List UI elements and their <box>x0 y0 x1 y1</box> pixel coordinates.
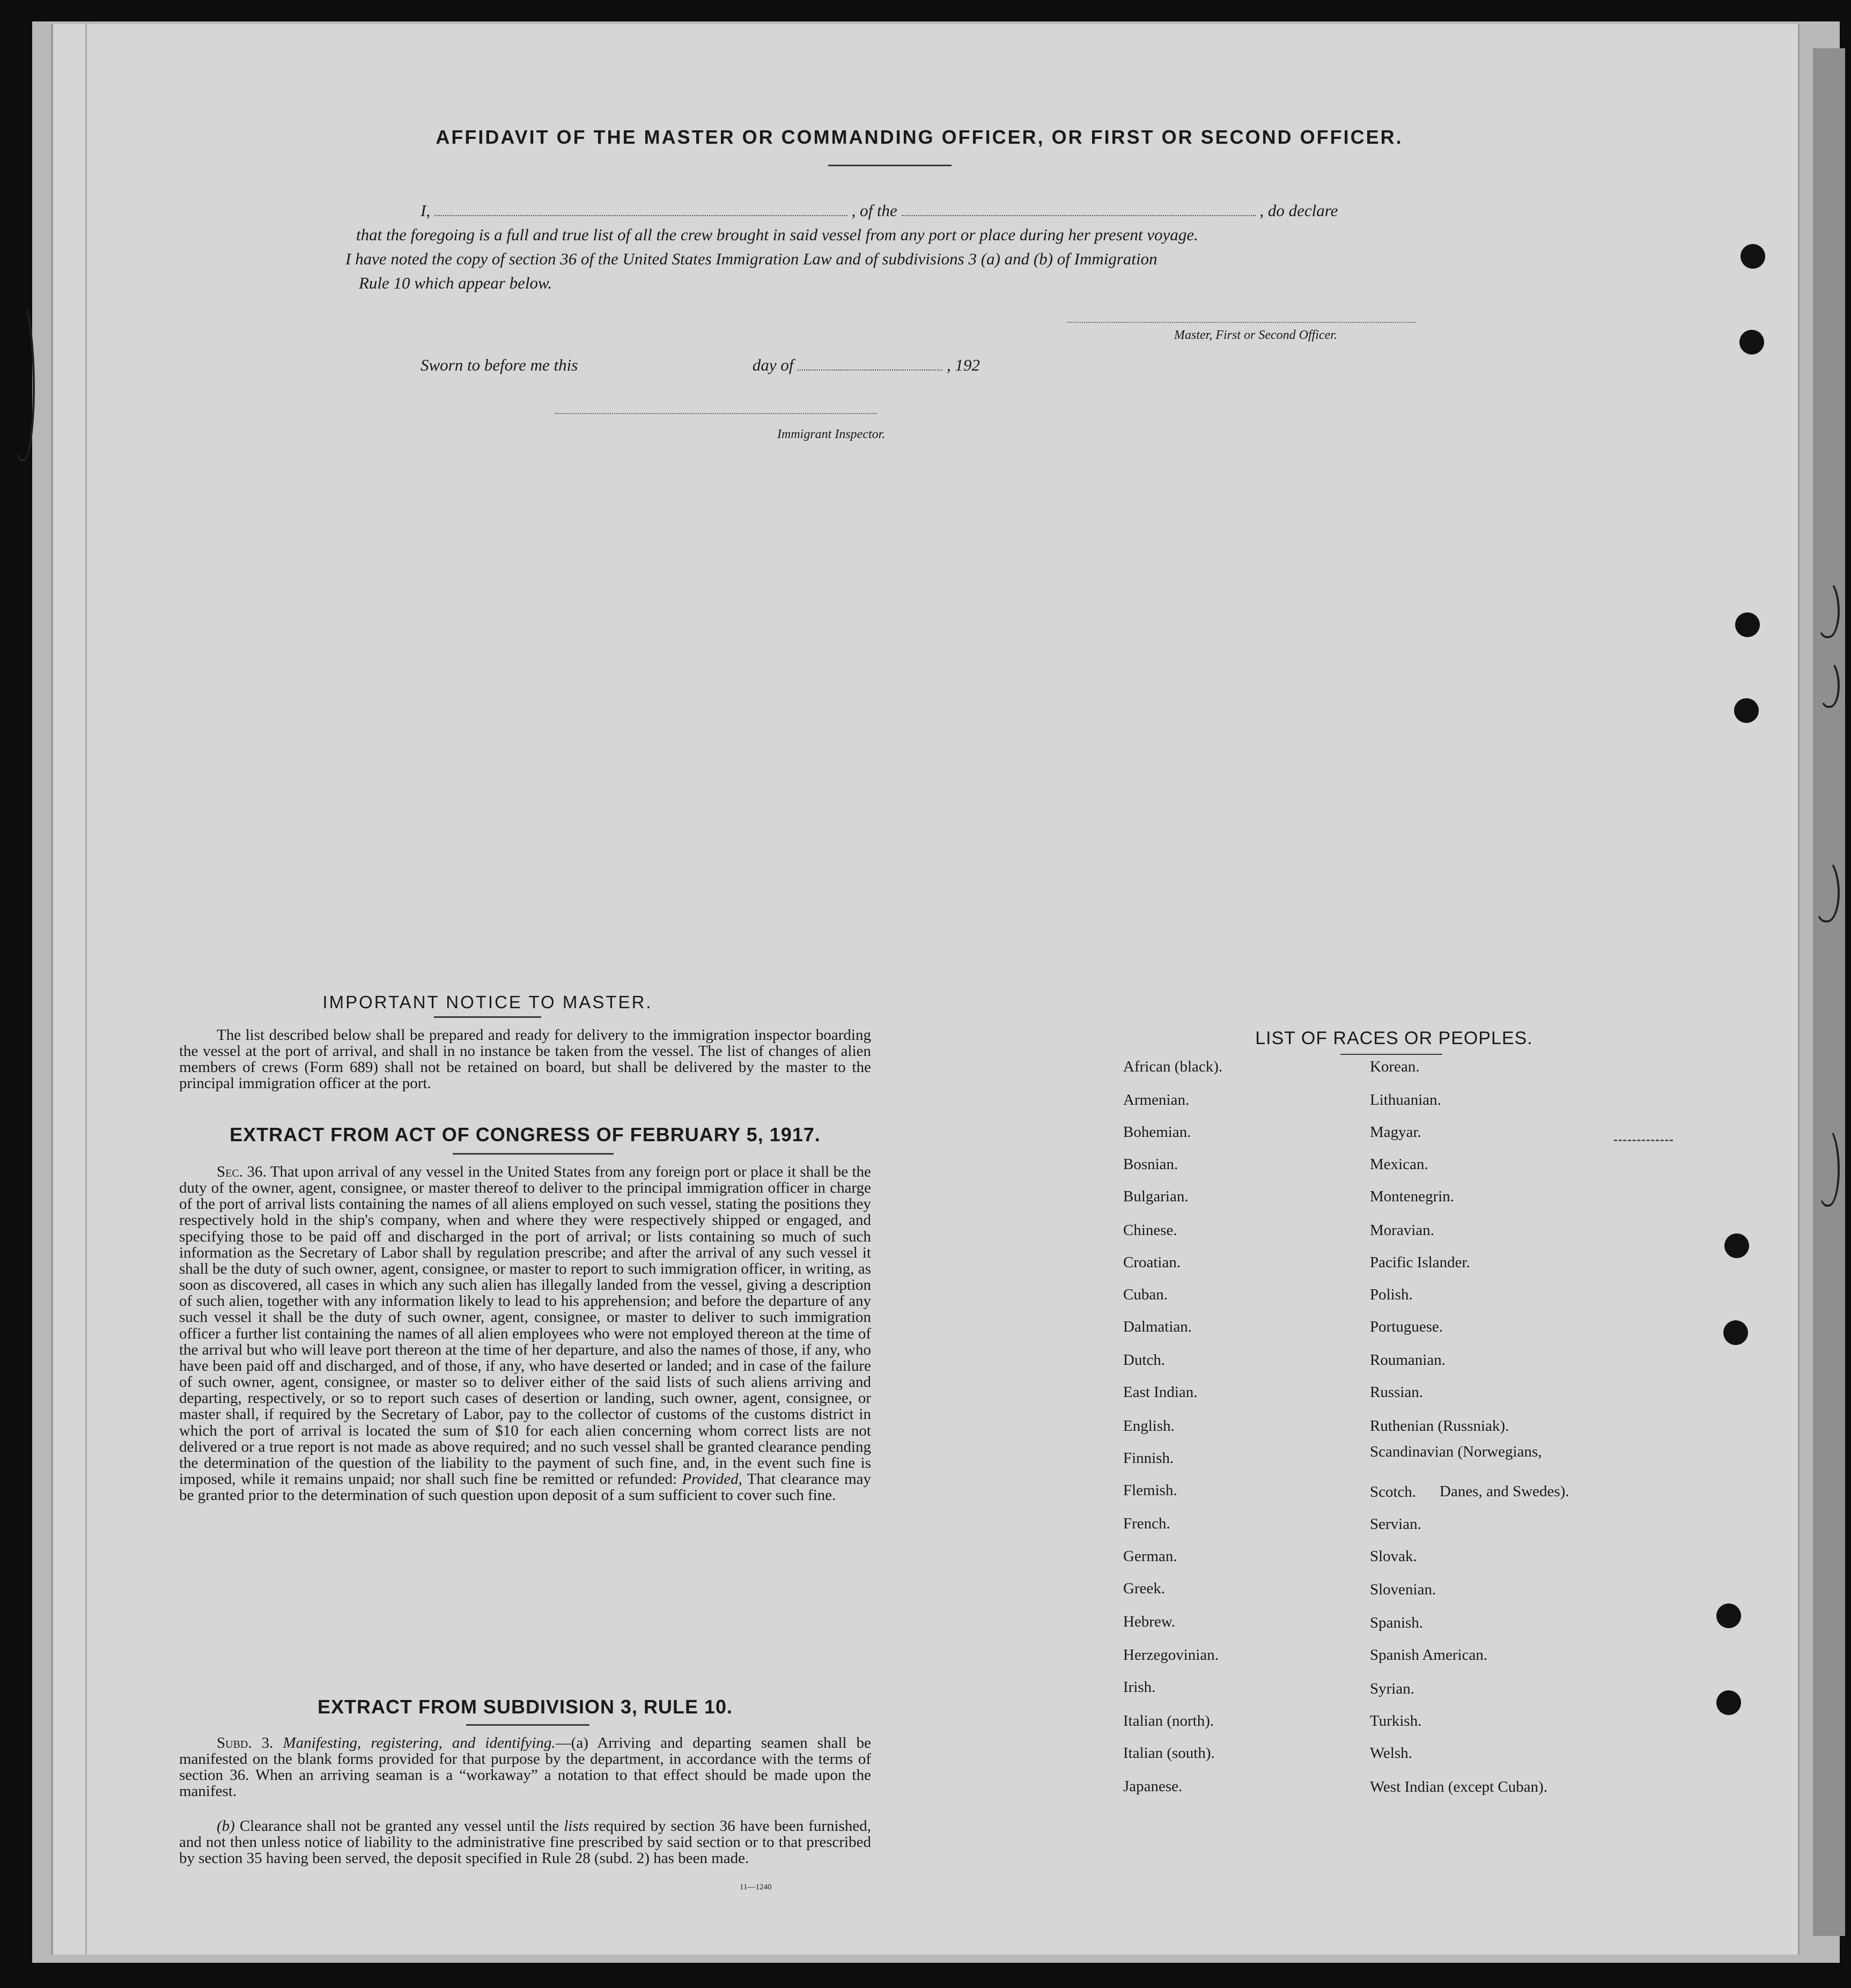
manifest-back-page <box>51 24 1800 1955</box>
inspector-signature-label: Immigrant Inspector. <box>777 427 886 441</box>
subd-heading: Manifesting, registering, and identifying. <box>283 1734 556 1751</box>
races-title: LIST OF RACES OR PEOPLES. <box>1255 1028 1533 1048</box>
race-right-item: Roumanian. <box>1370 1351 1446 1369</box>
sworn-line <box>421 356 980 375</box>
subd-a-paragraph <box>179 1735 871 1800</box>
affidavit-of-the: , of the <box>851 201 897 220</box>
extract-rule-title-rule <box>466 1724 589 1726</box>
race-right-item: Spanish American. <box>1370 1646 1488 1664</box>
races-title-rule <box>1340 1054 1442 1055</box>
section-36-text: That upon arrival of any vessel in the United States from any foreign port or place it shall be the duty of the owner, agent, consignee, or master thereof to deliver to the principal immigration officer in charge of the port of arrival lists containing the names of all aliens employed on such vessel, stating the positions they respectively hold in the ship's company, when and where they were respectively shipped or engaged, and specifying those to be paid off and discharged in the port of arrival; or lists containing so much of such information as the Secretary of Labor shall by regulation prescribe; and after the arrival of any such vessel it shall be the duty of such owner, agent, consignee, or master to report to such immigration officer, in writing, as soon as discovered, all cases in which any such alien has illegally landed from the vessel, giving a description of such alien, together with any information likely to lead to his apprehension; and before the departure of any such vessel it shall be the duty of such owner, agent, consignee, or master to deliver to such immigration officer a further list containing the names of all alien employees who were not employed thereon at the time of the arrival but who will leave port thereon at the time of her departure, and also the names of those, if any, who have been paid off and discharged, and of those, if any, who have deserted or landed; and in case of the failure of such owner, agent, consignee, or master so to deliver either of the said lists of such aliens arriving and departing, respectively, or so to report such cases of desertion or landing, such owner, agent, consignee, or master shall, if required by the Secretary of Labor, pay to the collector of customs of the customs district in which the port of arrival is located the sum of $10 for each alien concerning whom correct lists are not delivered or a true report is not made as above required; and no such vessel shall be granted clearance pending the determination of the question of the liability to the payment of such fine, and, in the event such fine is imposed, while it remains unpaid; nor shall such fine be remitted or refunded: <box>179 1163 872 1488</box>
race-right-item: Russian. <box>1370 1384 1424 1401</box>
subd-a-text: —(a) Arriving and departing seamen shall be manifested on the blank forms provided for that purpose by the department, in accordance with the terms of section 36. When an arriving seaman is a “workaway” a notation to that effect should be made upon the manifest. <box>179 1734 871 1800</box>
race-left-item: Croatian. <box>1123 1254 1181 1271</box>
extract-rule-title: EXTRACT FROM SUBDIVISION 3, RULE 10. <box>317 1696 733 1718</box>
race-left-item: Bosnian. <box>1123 1156 1178 1173</box>
affidavit-line-3: I have noted the copy of section 36 of the United States Immigration Law and of subdivisions 3 (a) and (b) of Immigration <box>345 249 1157 268</box>
race-left-item: Hebrew. <box>1123 1613 1176 1630</box>
binder-hole <box>1741 244 1765 269</box>
master-signature-label: Master, First or Second Officer. <box>1174 328 1337 342</box>
subd-b-paragraph <box>179 1818 871 1866</box>
race-right-item: Ruthenian (Russniak). <box>1370 1417 1509 1435</box>
subd-b-lists: lists <box>564 1817 589 1835</box>
subd-label: Subd. 3. <box>217 1734 274 1751</box>
race-right-item: Mexican. <box>1370 1156 1428 1173</box>
affidavit-line-2: that the foregoing is a full and true list of all the crew brought in said vessel from any port or place during her present voyage. <box>356 225 1198 244</box>
race-left-item: Armenian. <box>1123 1091 1190 1108</box>
affidavit-i: I, <box>421 201 431 220</box>
race-right-item: Servian. <box>1370 1516 1421 1533</box>
section-label: Sec. 36. <box>217 1163 267 1180</box>
vessel-blank <box>902 204 1256 216</box>
subd-b-text-2: required by section 36 have been furnished, and not then unless notice of liability to the administrative fine prescribed by said section or to that prescribed by section 35 having been served, the deposit specified in Rule 28 (subd. 2) has been made. <box>179 1817 871 1867</box>
race-left-item: Flemish. <box>1123 1482 1177 1499</box>
race-left-item: Bohemian. <box>1123 1124 1191 1141</box>
binder-hole <box>1723 1320 1748 1345</box>
race-right-item: West Indian (except Cuban). <box>1370 1778 1548 1795</box>
race-right-item: Slovak. <box>1370 1548 1417 1565</box>
sworn-text: Sworn to before me this <box>421 356 578 374</box>
race-left-item: Dalmatian. <box>1123 1318 1192 1335</box>
affidavit-declare: , do declare <box>1259 201 1338 220</box>
binder-hole <box>1716 1690 1741 1715</box>
affidavit-line-1 <box>421 201 1338 220</box>
notice-title: IMPORTANT NOTICE TO MASTER. <box>322 992 653 1012</box>
master-signature-line <box>1067 322 1415 323</box>
race-right-item: Slovenian. <box>1370 1581 1436 1598</box>
race-left-item: Finnish. <box>1123 1450 1174 1467</box>
race-right-item: Syrian. <box>1370 1680 1414 1697</box>
year-text: , 192 <box>946 356 980 374</box>
race-left-item: Italian (north). <box>1123 1712 1214 1730</box>
extract-act-title-rule <box>453 1153 614 1155</box>
race-left-item: African (black). <box>1123 1058 1223 1075</box>
affidavit-line-4: Rule 10 which appear below. <box>359 274 552 292</box>
race-left-item: Herzegovinian. <box>1123 1646 1219 1664</box>
affidavit-title-rule <box>828 165 952 166</box>
race-right-item: Turkish. <box>1370 1712 1422 1730</box>
race-left-item: Bulgarian. <box>1123 1188 1189 1205</box>
race-left-item: English. <box>1123 1417 1175 1435</box>
race-left-item: Greek. <box>1123 1580 1166 1597</box>
race-left-item: Chinese. <box>1123 1222 1177 1239</box>
section-36-text-end: That clearance may be granted prior to the determination of such question upon deposit of a sum sufficient to cover such fine. <box>179 1470 872 1504</box>
pencil-dash-mark <box>1614 1140 1673 1141</box>
binder-hole <box>1724 1233 1749 1258</box>
subd-b-text-1: Clearance shall not be granted any vessel until the <box>239 1817 559 1835</box>
name-blank <box>434 204 847 216</box>
race-left-item: East Indian. <box>1123 1384 1198 1401</box>
extract-act-title: EXTRACT FROM ACT OF CONGRESS OF FEBRUARY 5, 1917. <box>230 1124 821 1145</box>
race-right-item: Moravian. <box>1370 1222 1434 1239</box>
subd-b-label: (b) <box>217 1817 235 1835</box>
race-right-item: Pacific Islander. <box>1370 1254 1470 1271</box>
race-right-item: Scotch. <box>1370 1483 1417 1501</box>
race-right-item: Welsh. <box>1370 1745 1413 1762</box>
notice-title-rule <box>434 1016 541 1018</box>
race-left-item: Dutch. <box>1123 1351 1166 1369</box>
form-number: 11—1240 <box>740 1883 772 1891</box>
handwriting-mark <box>11 300 35 461</box>
race-left-item: French. <box>1123 1515 1170 1532</box>
race-left-item: Irish. <box>1123 1679 1156 1696</box>
binder-hole <box>1739 330 1764 354</box>
inspector-signature-line <box>555 413 876 414</box>
binder-hole <box>1735 612 1760 637</box>
underlying-page-edge <box>1813 48 1845 1936</box>
race-right-item: Portuguese. <box>1370 1318 1443 1335</box>
day-blank <box>582 359 748 371</box>
race-left-item: Japanese. <box>1123 1778 1183 1795</box>
race-scandinavian-continued: Danes, and Swedes). <box>1440 1483 1569 1500</box>
race-left-item: Cuban. <box>1123 1286 1168 1303</box>
binder-hole <box>1716 1603 1741 1628</box>
race-right-item: Montenegrin. <box>1370 1188 1455 1205</box>
race-right-item: Lithuanian. <box>1370 1091 1441 1108</box>
binder-hole <box>1734 698 1759 723</box>
notice-body: The list described below shall be prepared and ready for delivery to the immigration inspector boarding the vessel at the port of arrival, and shall in no instance be taken from the vessel. The list of changes of alien members of crews (Form 689) shall not be retained on board, but shall be delivered by the master to the principal immigration officer at the port. <box>179 1026 871 1092</box>
race-left-item: Italian (south). <box>1123 1745 1215 1762</box>
extract-act-body <box>179 1164 871 1503</box>
race-right-item: Spanish. <box>1370 1614 1424 1631</box>
race-right-item: Magyar. <box>1370 1124 1421 1141</box>
affidavit-title: AFFIDAVIT OF THE MASTER OR COMMANDING OFFICER, OR FIRST OR SECOND OFFICER. <box>436 126 1403 148</box>
race-right-item: Polish. <box>1370 1286 1413 1303</box>
day-of-text: day of <box>752 356 794 374</box>
race-right-item: Scandinavian (Norwegians, <box>1370 1443 1542 1460</box>
provided-word: Provided, <box>682 1470 742 1488</box>
race-left-item: German. <box>1123 1548 1177 1565</box>
race-right-item: Korean. <box>1370 1058 1420 1075</box>
month-blank <box>798 359 942 371</box>
page-margin-rule <box>85 24 87 1955</box>
